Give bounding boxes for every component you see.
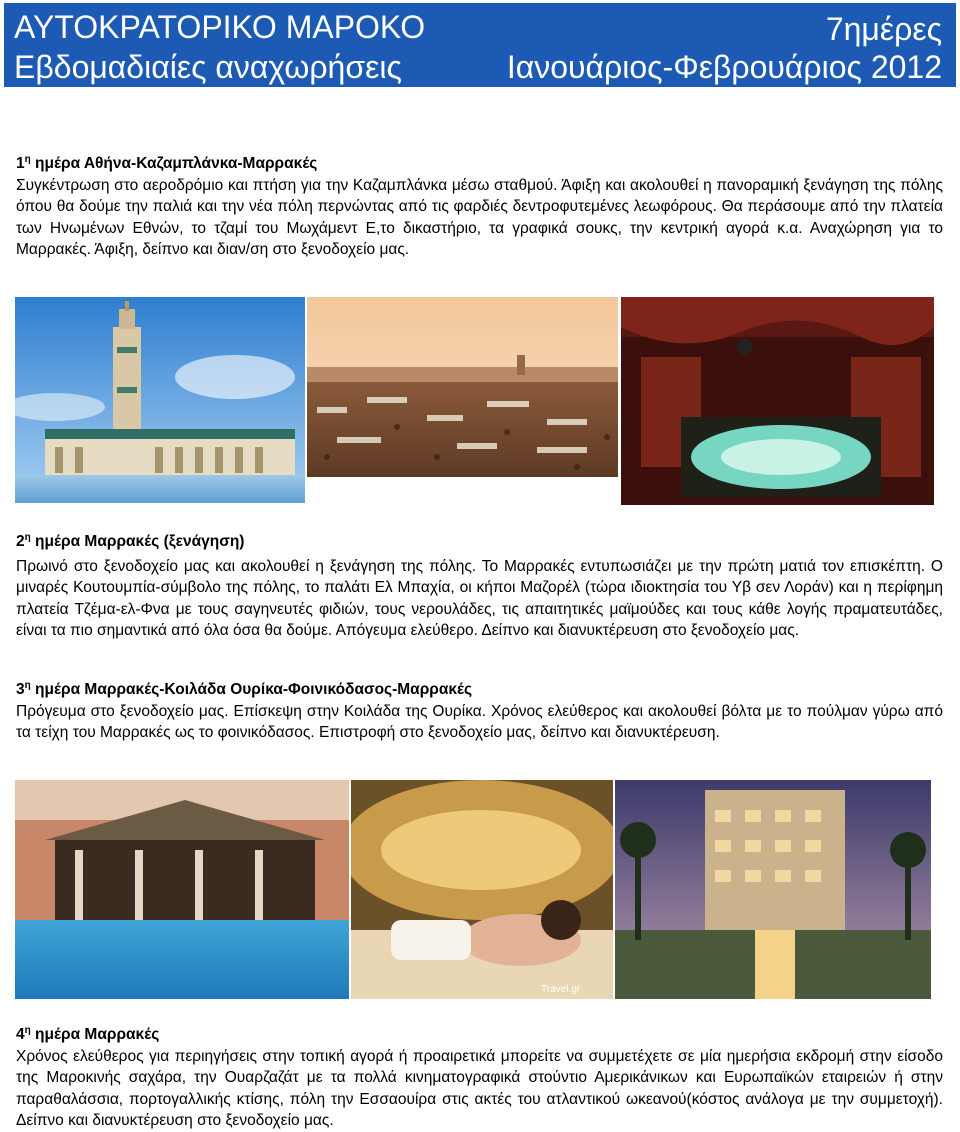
day-1-heading: [16, 149, 943, 175]
day-title: ημέρα Μαρρακές: [35, 1026, 160, 1044]
spa-bath-photo: [351, 780, 613, 999]
day-2-text: Πρωινό στο ξενοδοχείο μας και ακολουθεί η ξενάγηση της πόλης. Το Μαρρακές εντυπωσιάζει με την πρώτη ματιά τον επισκέπτη. Ο μιναρές Κουτουμπία-σύμβολο της πόλης, το παλάτι Ελ Μπαχία, οι κήποι Μαζορέλ (τώρα ιδιοκτησία του Υβ σεν Λοράν) και η περίφημη πλατεία Τζέμα-ελ-Φνα με τους σαγηνευτές φιδιών, τους νερουλάδες, τις απαιτητικές μαϊμούδες και τους κάθε λογής πραματευτάδες, είναι τα πιο σημαντικά από όλα όσα θα δούμε. Απόγευμα ελεύθερο. Δείπνο και διανυκτέρευση στο ξενοδοχείο μας.: [16, 557, 943, 640]
mosque-photo: [15, 297, 305, 503]
departures-text: Εβδομαδιαίες αναχωρήσεις: [14, 49, 402, 85]
day-ordinal: η: [24, 1025, 31, 1036]
day-4-text: Χρόνος ελεύθερος για περιηγήσεις στην τοπική αγορά ή προαιρετικά μπορείτε να συμμετέχετε σε μία ημερήσια εκδρομή στην είσοδο της Μαροκινής σαχάρα, την Ουαρζαζάτ με τα πολλά κινηματογραφικά στούντιο Αμερικάνικων και Ευρωπαϊκών εταιρειών ή στην παραθαλάσσια, πορτογαλλικής κτίσης, πόλη την Εσσαουίρα στις ακτές του ατλαντικού ωκεανού(κόστος ανάλογα με την συμμετοχή). Δείπνο και διανυκτέρευση στο ξενοδοχείο μας.: [16, 1047, 943, 1130]
day-ordinal: η: [24, 532, 31, 543]
tour-title: ΑΥΤΟΚΡΑΤΟΡΙΚΟ ΜΑΡΟΚΟ: [14, 9, 426, 45]
day-1-text: Συγκέντρωση στο αεροδρόμιο και πτήση για την Καζαμπλάνκα μέσω σταθμού. Άφιξη και ακολουθεί η πανοραμική ξενάγηση της πόλης όπου θα δούμε την παλιά και την νέα πόλη περνώντας από τις φαρδιές δεντροφυτεμένες λεωφόρους. Θα περάσουμε από την πλατεία των Ηνωμένων Εθνών, το τζαμί του Μωχάμεντ Ε,το δικαστήριο, τα γραφικά σουκς, την κεντρική αγορά κ.α. Αναχώρηση για το Μαρρακές. Άφιξη, δείπνο και διαν/ση στο ξενοδοχείο μας.: [16, 176, 943, 259]
day-2-heading: [16, 527, 943, 553]
day-3-text: Πρόγευμα στο ξενοδοχείο μας. Επίσκεψη στην Κοιλάδα της Ουρίκα. Χρόνος ελεύθερος και ακολουθεί βόλτα με το πούλμαν γύρω από τα τείχη του Μαρρακές ως το φοινικόδασος. Επιστροφή στο ξενοδοχείο μας, δείπνο και διανυκτέρευση.: [16, 702, 943, 742]
day-ordinal: η: [24, 680, 31, 691]
day-number: 4: [16, 1026, 25, 1044]
day-ordinal: η: [24, 154, 31, 165]
day-title: ημέρα Αθήνα-Καζαμπλάνκα-Μαρρακές: [35, 155, 318, 173]
square-photo: [307, 297, 618, 477]
day-3-section: [16, 675, 943, 744]
spa-pool-photo: [621, 297, 934, 505]
departure-months: Ιανουάριος-Φεβρουάριος 2012: [506, 49, 942, 85]
day-title: ημέρα Μαρρακές-Κοιλάδα Ουρίκα-Φοινικόδασος-Μαρρακές: [35, 681, 473, 699]
day-number: 3: [16, 681, 25, 699]
day-4-section: [16, 1020, 943, 1132]
hotel-night-photo: [615, 780, 931, 999]
day-2-section: [16, 527, 943, 642]
header-banner: [4, 3, 956, 87]
tour-duration: 7ημέρες: [825, 11, 942, 47]
hotel-pool-photo: [15, 780, 349, 999]
day-number: 2: [16, 533, 25, 551]
day-3-heading: [16, 675, 943, 701]
day-title: ημέρα Μαρρακές (ξενάγηση): [35, 533, 245, 551]
photo-watermark: Travel.gr: [541, 984, 581, 995]
day-4-heading: [16, 1020, 943, 1046]
day-number: 1: [16, 155, 25, 173]
day-1-section: [16, 149, 943, 261]
